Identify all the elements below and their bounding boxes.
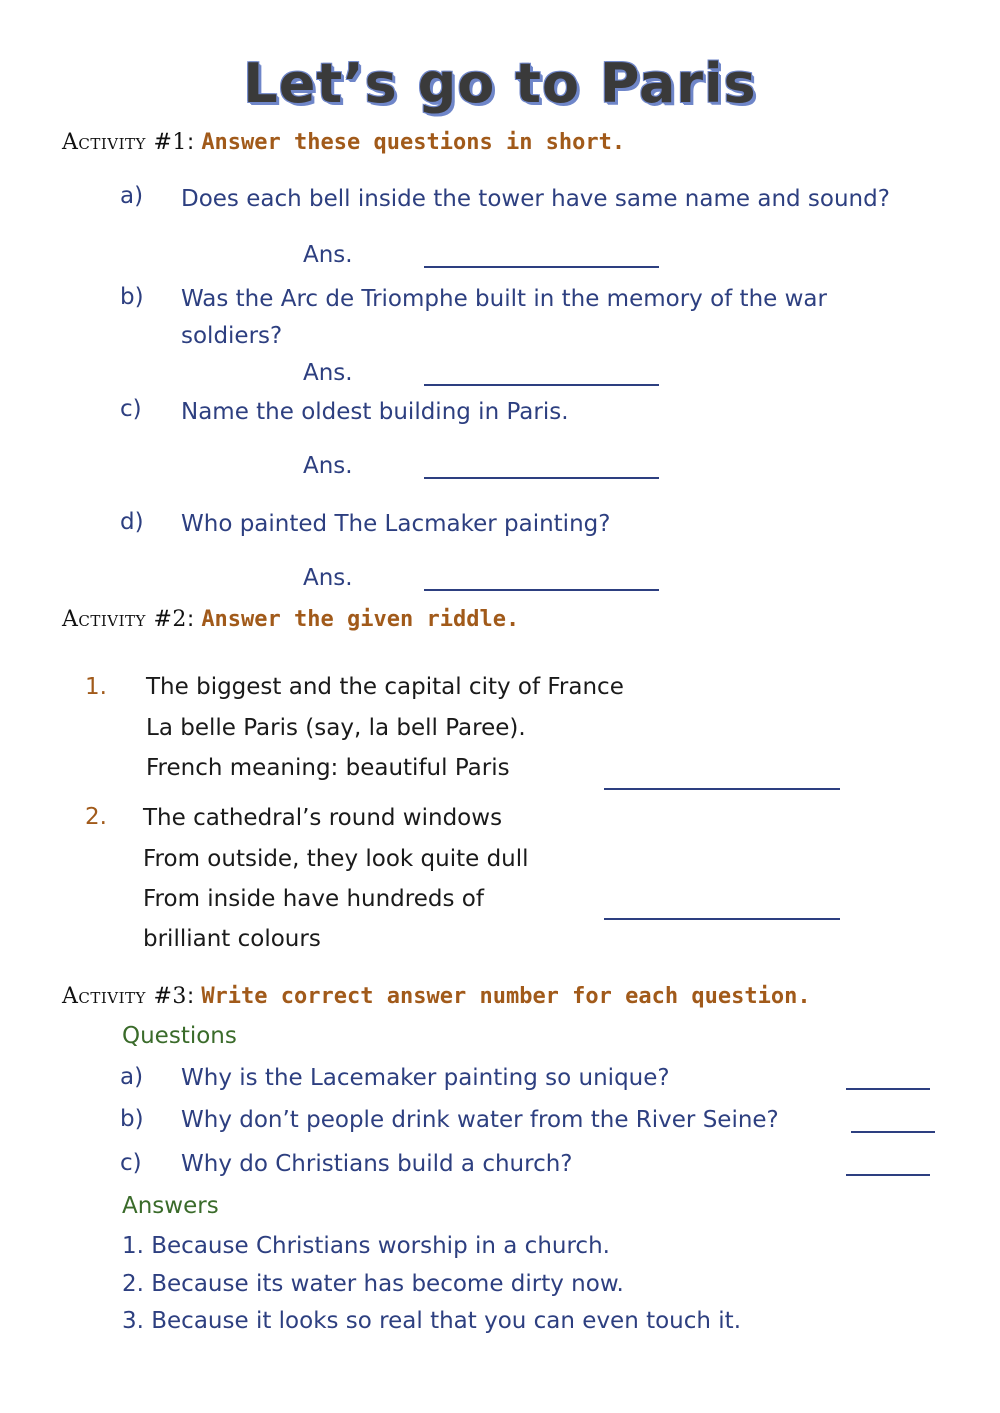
riddle-2-line4: brilliant colours	[143, 926, 321, 952]
activity-2-instruction: Answer the given riddle.	[201, 607, 520, 632]
question-b-letter: b)	[120, 284, 144, 310]
match-answer-b-line[interactable]	[851, 1131, 935, 1133]
question-b-text-line1: Was the Arc de Triomphe built in the memory of the war	[181, 286, 827, 312]
answers-heading: Answers	[122, 1193, 219, 1219]
riddle-1-line1: The biggest and the capital city of France	[146, 674, 624, 700]
activity-3-heading	[62, 982, 811, 1012]
answer-d-line[interactable]	[424, 589, 659, 591]
question-a-letter: a)	[120, 183, 144, 209]
answer-d-label: Ans.	[303, 565, 353, 591]
question-c-text: Name the oldest building in Paris.	[181, 399, 569, 425]
page-title: Let’s go to Paris	[243, 52, 757, 115]
activity-1-label: Activity #1	[62, 130, 187, 155]
riddle-1-answer-line[interactable]	[604, 788, 840, 790]
activity-3-colon: :	[186, 984, 195, 1009]
match-answer-c-line[interactable]	[846, 1174, 930, 1176]
riddle-2-line1: The cathedral’s round windows	[143, 805, 503, 831]
answer-c-label: Ans.	[303, 453, 353, 479]
answer-b-label: Ans.	[303, 360, 353, 386]
riddle-2-answer-line[interactable]	[604, 918, 840, 920]
riddle-1-line2: La belle Paris (say, la bell Paree).	[146, 715, 526, 741]
match-question-a-letter: a)	[120, 1064, 144, 1090]
riddle-2-number: 2.	[85, 804, 107, 830]
question-c-letter: c)	[120, 396, 142, 422]
activity-2-heading	[62, 605, 519, 635]
activity-2-label: Activity #2	[62, 607, 187, 632]
riddle-1-number: 1.	[85, 674, 107, 700]
answer-option-2: 2. Because its water has become dirty now.	[122, 1271, 624, 1297]
activity-3-label: Activity #3	[62, 984, 187, 1009]
activity-3-instruction: Write correct answer number for each question.	[201, 984, 811, 1009]
match-question-a-text: Why is the Lacemaker painting so unique?	[181, 1065, 670, 1091]
answer-b-line[interactable]	[424, 384, 659, 386]
match-answer-a-line[interactable]	[846, 1088, 930, 1090]
riddle-2-line3: From inside have hundreds of	[143, 886, 484, 912]
answer-a-label: Ans.	[303, 242, 353, 268]
riddle-1-line3: French meaning: beautiful Paris	[146, 755, 510, 781]
answer-c-line[interactable]	[424, 477, 659, 479]
question-d-letter: d)	[120, 509, 144, 535]
answer-option-3: 3. Because it looks so real that you can even touch it.	[122, 1308, 742, 1334]
questions-heading: Questions	[122, 1023, 237, 1049]
activity-1-colon: :	[186, 130, 195, 155]
activity-2-colon: :	[186, 607, 195, 632]
activity-1-instruction: Answer these questions in short.	[201, 130, 626, 155]
question-a-text: Does each bell inside the tower have same name and sound?	[181, 186, 890, 212]
question-d-text: Who painted The Lacmaker painting?	[181, 511, 611, 537]
activity-1-heading	[62, 128, 625, 158]
match-question-b-letter: b)	[120, 1106, 144, 1132]
riddle-2-line2: From outside, they look quite dull	[143, 846, 529, 872]
match-question-b-text: Why don’t people drink water from the River Seine?	[181, 1107, 779, 1133]
match-question-c-letter: c)	[120, 1150, 142, 1176]
answer-a-line[interactable]	[424, 266, 659, 268]
match-question-c-text: Why do Christians build a church?	[181, 1151, 573, 1177]
answer-option-1: 1. Because Christians worship in a church.	[122, 1233, 610, 1259]
question-b-text-line2: soldiers?	[181, 323, 283, 349]
